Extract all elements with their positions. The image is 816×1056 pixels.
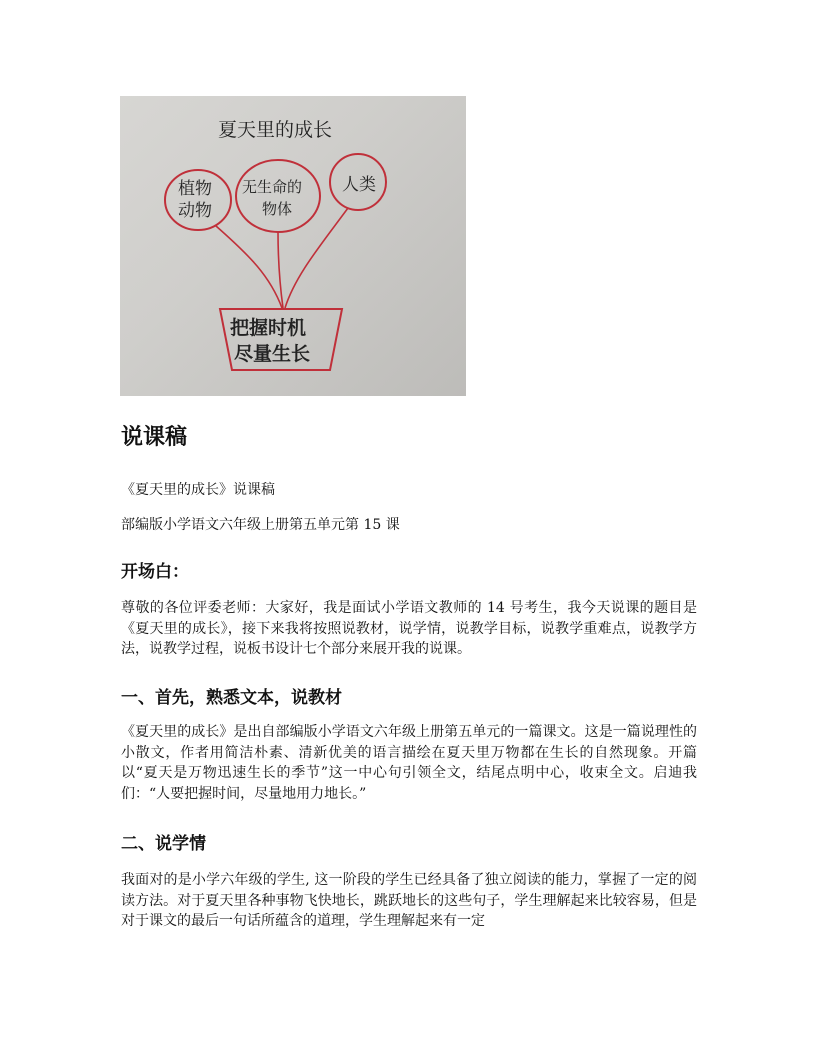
- section-body-students: 我面对的是小学六年级的学生, 这一阶段的学生已经具备了独立阅读的能力，掌握了一定的阅读方法。对于夏天里各种事物飞快地长，跳跃地长的这些句子，学生理解起来比较容易，但是对于课文的最后一句话所蕴含的道理，学生理解起来有一定: [121, 872, 697, 929]
- section-heading-textbook: 一、首先，熟悉文本，说教材: [121, 688, 342, 708]
- section-body-textbook: 《夏天里的成长》是出自部编版小学语文六年级上册第五单元的一篇课文。这是一篇说理性的小散文，作者用简洁朴素、清新优美的语言描绘在夏天里万物都在生长的自然现象。开篇以“夏天是万物迅速生长的季节”这一中心句引领全文，结尾点明中心，收束全文。启迪我们：“人要把握时间，尽量地用力地长。”: [121, 724, 697, 802]
- pot-line1: 把握时机: [230, 317, 307, 339]
- section-heading-opening: 开场白：: [121, 562, 189, 582]
- board-design-photo: [120, 96, 466, 396]
- bubble-left-line1: 植物: [178, 179, 212, 199]
- section-body-opening: 尊敬的各位评委老师：大家好，我是面试小学语文教师的 14 号考生，我今天说课的题目是《夏天里的成长》，接下来我将按照说教材，说学情，说教学目标，说教学重难点，说教学方法，说教学过程，说板书设计七个部分来展开我的说课。: [121, 600, 697, 657]
- section-heading-students: 二、说学情: [121, 834, 206, 854]
- lesson-subtitle: 《夏天里的成长》说课稿: [121, 482, 275, 498]
- mind-map-drawing: [120, 96, 466, 396]
- photo-title: 夏天里的成长: [218, 119, 333, 141]
- stem-middle: [278, 232, 283, 308]
- bubble-right-label: 人类: [342, 175, 376, 195]
- bubble-mid-line2: 物体: [262, 200, 293, 218]
- bubble-mid-line1: 无生命的: [242, 178, 303, 196]
- document-title: 说课稿: [121, 425, 188, 450]
- pot-line2: 尽量生长: [234, 343, 311, 365]
- course-info: 部编版小学语文六年级上册第五单元第 15 课: [121, 517, 400, 533]
- bubble-middle: [236, 160, 320, 232]
- bubble-left-line2: 动物: [178, 201, 212, 221]
- stem-left: [216, 226, 282, 308]
- stem-right: [285, 208, 348, 308]
